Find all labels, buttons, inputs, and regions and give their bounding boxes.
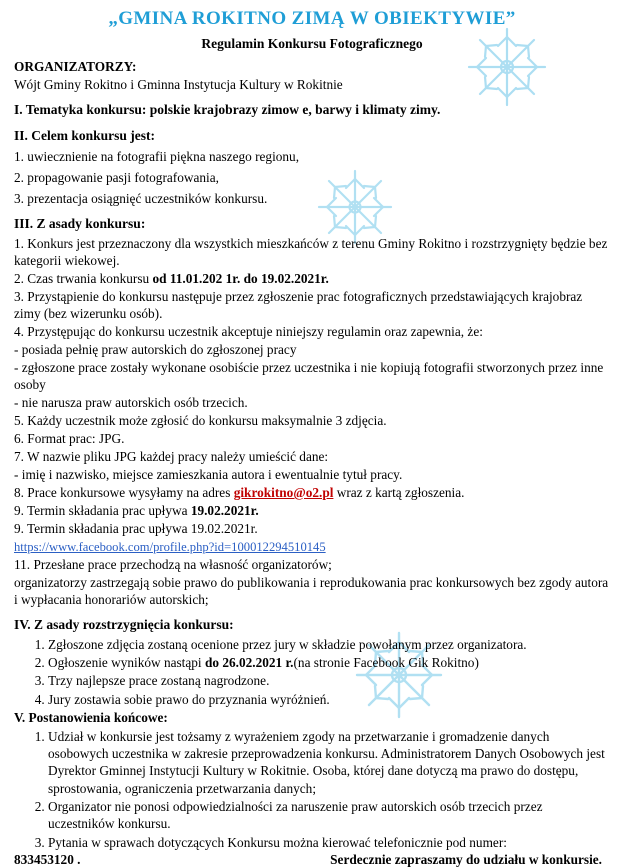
section-3-item-2 (14, 270, 610, 287)
list-item: 4. Jury zostawia sobie prawo do przyznania wyróżnień. (48, 691, 610, 708)
section-3-heading: III. Z asady konkursu: (14, 216, 146, 232)
document-subtitle: Regulamin Konkursu Fotograficznego (201, 36, 423, 51)
organizers-heading: ORGANIZATORZY: (14, 59, 137, 74)
list-item: 3. Pytania w sprawach dotyczących Konkursu można kierować telefonicznie pod numer: (48, 834, 610, 851)
section-4-result-date: do 26.02.2021 r. (204, 654, 294, 670)
contact-phone: 833453120 . (14, 851, 81, 867)
section-3-item-8 (14, 484, 610, 501)
section-5-list (14, 728, 610, 851)
page-title: „GMINA ROKITNO ZIMĄ W OBIEKTYWIE” (108, 8, 516, 29)
list-item (48, 654, 610, 671)
section-3-item-3: 3. Przystąpienie do konkursu następuje przez zgłoszenie prac fotograficznych przedstawiających krajobraz zimy (bez wizerunku osób). (14, 288, 583, 321)
section-1-heading: I. Tematyka konkursu: polskie krajobrazy zimow e, barwy i klimaty zimy. (14, 102, 441, 118)
section-3-item-9 (14, 502, 610, 519)
section-2-item: 2. propagowanie pasji fotografowania, (14, 170, 219, 186)
section-3-item-8-prefix: 8. Prace konkursowe wysyłamy na adres (14, 484, 231, 500)
section-3-item-7-sub: - imię i nazwisko, miejsce zamieszkania autora i ewentualnie tytuł pracy. (14, 466, 403, 482)
email-link[interactable]: gikrokitno@o2.pl (233, 484, 334, 500)
section-4-item-2-suffix: (na stronie Facebook Gik Rokitno) (293, 654, 479, 670)
organizers-text: Wójt Gminy Rokitno i Gminna Instytucja Kultury w Rokitnie (14, 77, 343, 93)
closing-invitation: Serdecznie zapraszamy do udziału w konkursie. (330, 851, 602, 867)
section-3-item-5: 5. Każdy uczestnik może zgłosić do konkursu maksymalnie 3 zdjęcia. (14, 412, 387, 428)
section-3-bullet-b: - zgłoszone prace zostały wykonane osobiście przez uczestnika i nie kopiują fotografii stworzonych przez inne osoby (14, 359, 604, 392)
section-2-heading: II. Celem konkursu jest: (14, 127, 156, 143)
section-3-item-11: 11. Przesłane prace przechodzą na własność organizatorów; (14, 557, 332, 573)
list-item: 1. Udział w konkursie jest tożsamy z wyrażeniem zgody na przetwarzanie i gromadzenie danych osobowych uczestnika w zakresie przeprowadzenia konkursu. Administratorem Danych Osobowych jest Dyrektor Gminnej Instytucji Kultury w Rokitnie. Osoba, której dane dotyczą ma prawo do dostępu, sprostowania, ograniczenia przetwarzania danych; (48, 728, 610, 797)
section-3-bullet-a: - posiada pełnię praw autorskich do zgłoszonej pracy (14, 341, 297, 357)
section-3-item-9-prefix: 9. Termin składania prac upływa (14, 502, 188, 518)
section-4-heading: IV. Z asady rozstrzygnięcia konkursu: (14, 617, 234, 633)
section-3-item-10: 9. Termin składania prac upływa 19.02.2021r. (14, 520, 258, 536)
section-3-item-1: 1. Konkurs jest przeznaczony dla wszystkich mieszkańców z terenu Gminy Rokitno i rozstrzygnięty będzie bez kategorii wiekowej. (14, 235, 608, 268)
section-4-item-2-prefix: Ogłoszenie wyników nastąpi (48, 654, 205, 670)
section-3-item-2-text: 2. Czas trwania konkursu (14, 270, 153, 286)
facebook-profile-link[interactable]: https://www.facebook.com/profile.php?id=100012294510145 (14, 539, 326, 554)
section-3-item-11-cont: organizatorzy zastrzegają sobie prawo do publikowania i reprodukowania prac konkursowych bez zgody autora i wypłacania honorariów autorskich; (14, 575, 609, 608)
section-3-item-6: 6. Format prac: JPG. (14, 430, 125, 446)
list-item: 3. Trzy najlepsze prace zostaną nagrodzone. (48, 672, 610, 689)
list-item: 2. Organizator nie ponosi odpowiedzialności za naruszenie praw autorskich osób trzecich przez uczestników konkursu. (48, 798, 610, 833)
section-3-item-4: 4. Przystępując do konkursu uczestnik akceptuje niniejszy regulamin oraz zapewnia, że: (14, 323, 483, 339)
facebook-link-line (14, 538, 610, 555)
section-2-item: 3. prezentacja osiągnięć uczestników konkursu. (14, 191, 268, 207)
section-3-bullet-c: - nie narusza praw autorskich osób trzecich. (14, 394, 248, 410)
section-4-list (14, 636, 610, 708)
section-3-item-7: 7. W nazwie pliku JPG każdej pracy należy umieścić dane: (14, 448, 329, 464)
section-2-item: 1. uwiecznienie na fotografii piękna naszego regionu, (14, 149, 300, 165)
closing-row (14, 852, 610, 868)
section-3-item-8-suffix: wraz z kartą zgłoszenia. (336, 484, 465, 500)
list-item: 1. Zgłoszone zdjęcia zostaną ocenione przez jury w składzie powołanym przez organizatora. (48, 636, 610, 653)
document-content (14, 8, 610, 868)
section-3-deadline: 19.02.2021r. (190, 502, 259, 518)
section-5-heading: V. Postanowienia końcowe: (14, 709, 168, 725)
section-3-dates: od 11.01.202 1r. do 19.02.2021r. (152, 270, 329, 286)
